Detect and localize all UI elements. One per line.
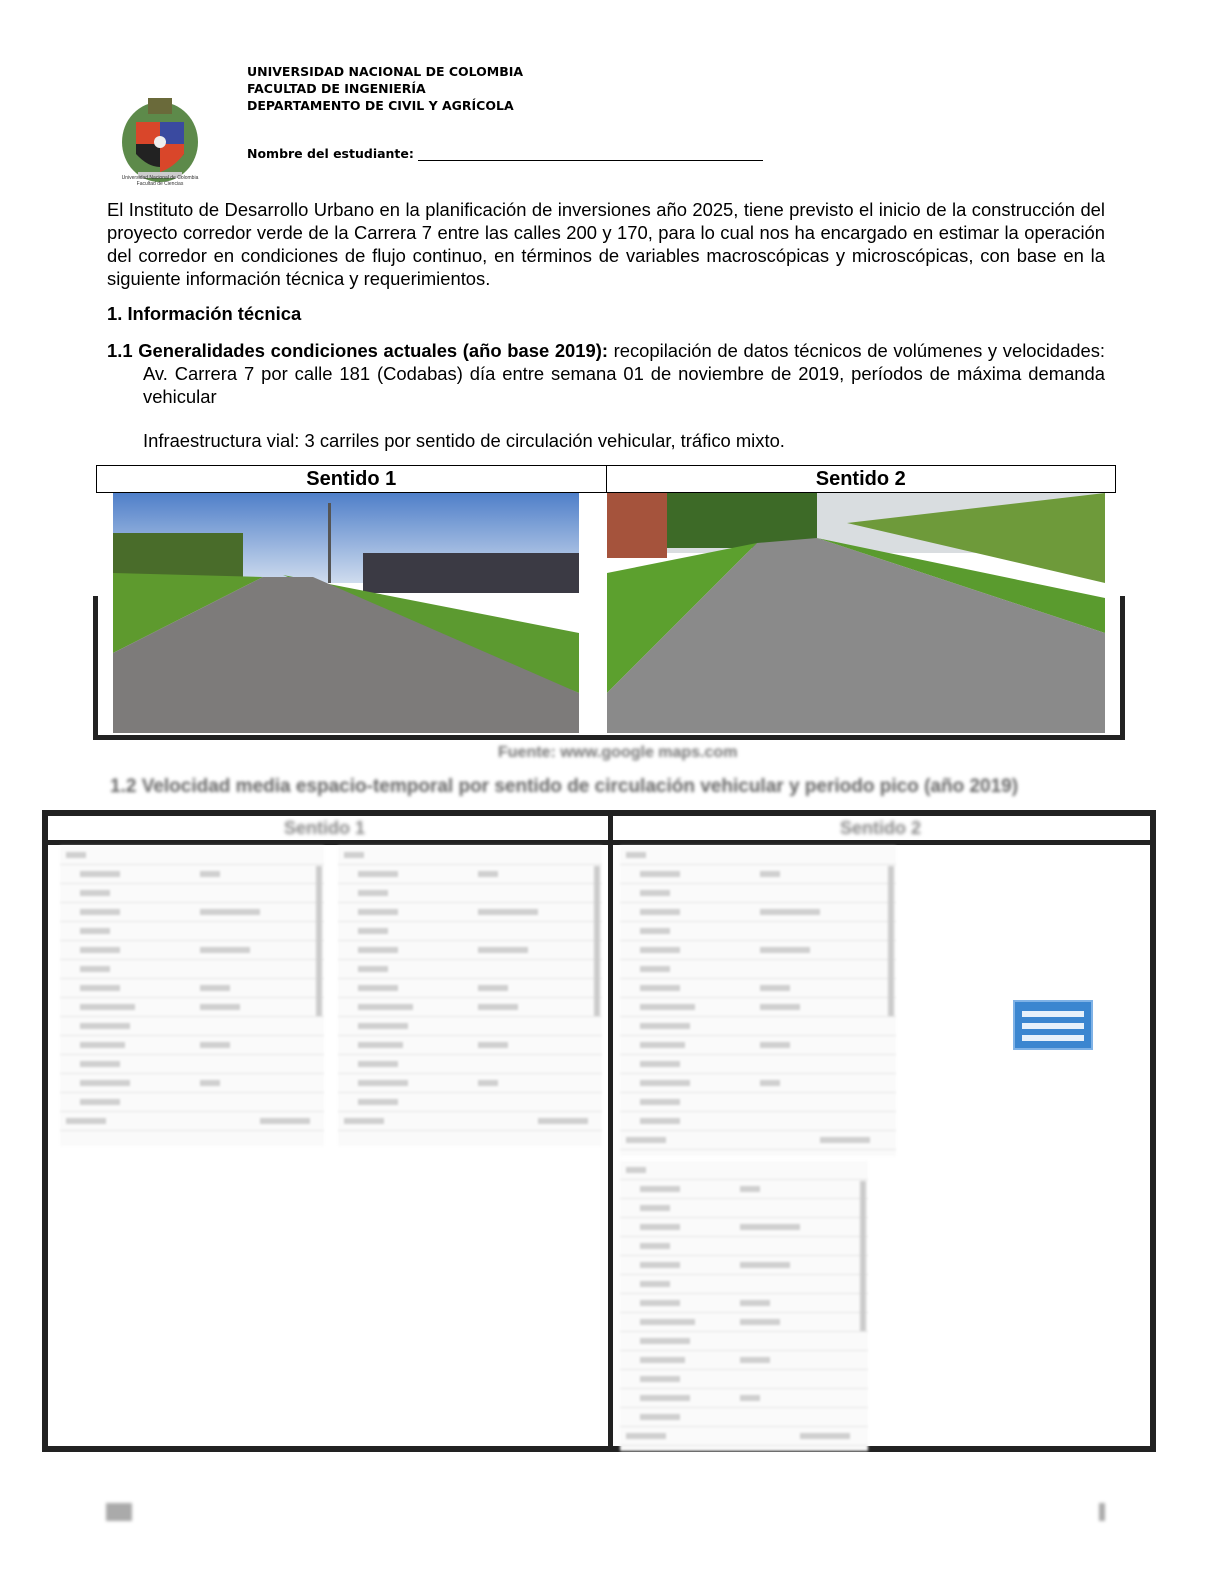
subsection-title: 1.1 Generalidades condiciones actuales (año base 2019): <box>107 340 608 361</box>
university-crest-logo <box>118 94 202 188</box>
infrastructure-text: Infraestructura vial: 3 carriles por sentido de circulación vehicular, tráfico mixto. <box>143 430 785 451</box>
data-panel <box>338 846 602 1146</box>
menu-bar-icon <box>1022 1035 1084 1041</box>
subsection-1-1 <box>107 339 1105 408</box>
data-panel <box>60 846 324 1146</box>
menu-bar-icon <box>1022 1011 1084 1017</box>
footer-page-number <box>1099 1503 1105 1521</box>
data-panel <box>620 846 896 1156</box>
photo-frame <box>93 596 1125 740</box>
intro-paragraph: El Instituto de Desarrollo Urbano en la planificación de inversiones año 2025, tiene previsto el inicio de la construcción del proyecto corredor verde de la Carrera 7 entre las calles 200 y 170, para lo cual nos ha encargado en estimar la operación del corredor en condiciones de flujo continuo, en términos de variables macroscópicas y microscópicas, con base en la siguiente información técnica y requerimientos. <box>107 199 1105 289</box>
subsection-1-2-heading: 1.2 Velocidad media espacio-temporal por sentido de circulación vehicular y periodo pico (año 2019) <box>110 776 1019 797</box>
speed-sentido-1-header: Sentido 1 <box>284 818 366 838</box>
photo-table-header <box>96 465 1116 493</box>
speed-table-header <box>48 816 1150 845</box>
data-panel <box>620 1161 868 1451</box>
menu-bar-icon <box>1022 1023 1084 1029</box>
column-divider <box>608 816 613 1446</box>
student-name-blank[interactable] <box>418 148 763 161</box>
faculty-name: FACULTAD DE INGENIERÍA <box>247 81 426 96</box>
speed-data-table <box>42 810 1156 1452</box>
student-name-label: Nombre del estudiante: <box>247 146 414 161</box>
subsection-text: recopilación de datos técnicos de volúmenes y velocidades: Av. Carrera 7 por calle 181 (Codabas) día entre semana 01 de noviembre de 2019, períodos de máxima demanda vehicular <box>143 340 1106 407</box>
menu-button[interactable] <box>1013 1000 1093 1050</box>
section-heading: 1. Información técnica <box>107 303 302 324</box>
speed-sentido-2-header: Sentido 2 <box>840 818 922 838</box>
photo-source-caption: Fuente: www.google maps.com <box>498 744 738 761</box>
footer-page-mark <box>106 1503 132 1521</box>
logo-caption: Universidad Nacional de Colombia Facultad de Ciencias <box>121 175 199 187</box>
sentido-1-header: Sentido 1 <box>306 468 397 490</box>
institution-header <box>247 63 523 114</box>
sentido-2-header: Sentido 2 <box>606 466 1116 492</box>
department-name: DEPARTAMENTO DE CIVIL Y AGRÍCOLA <box>247 98 514 113</box>
university-name: UNIVERSIDAD NACIONAL DE COLOMBIA <box>247 64 524 79</box>
student-name-field <box>247 146 763 161</box>
